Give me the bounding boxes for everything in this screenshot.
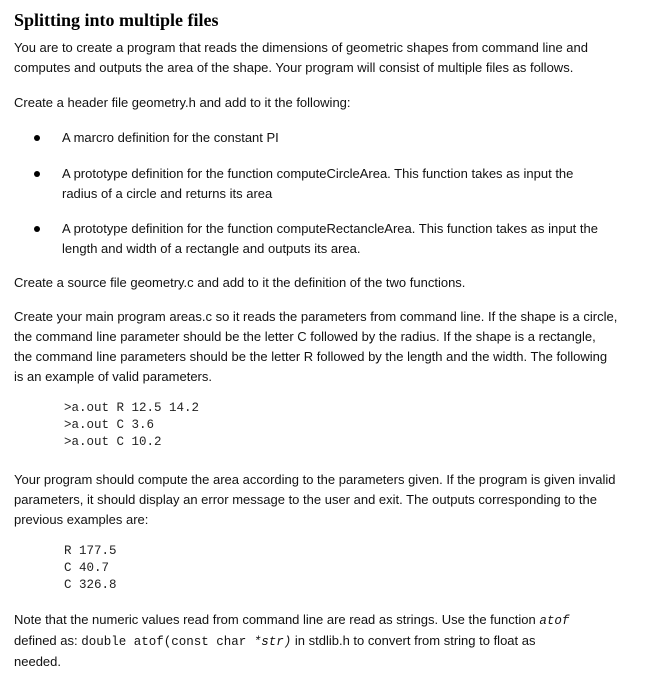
source-instruction: Create a source file geometry.c and add to it the definition of the two functions. [14, 275, 466, 290]
example-input-code [64, 400, 199, 451]
bullet-icon [34, 135, 40, 141]
example-output-code [64, 543, 117, 594]
bullet-line: A prototype definition for the function computeCircleArea. This function takes as input the [62, 166, 574, 181]
bullet-line: length and width of a rectangle and outputs its area. [62, 241, 361, 256]
bullet-icon [34, 171, 40, 177]
code-line: R 177.5 [64, 544, 117, 558]
list-item [28, 164, 628, 204]
bullet-line: radius of a circle and returns its area [62, 186, 273, 201]
code-line: >a.out C 10.2 [64, 435, 162, 449]
main-instruction-line: the command line parameters should be the letter R followed by the length and the width. The following [14, 349, 608, 364]
bullet-icon [34, 226, 40, 232]
page-title: Splitting into multiple files [14, 10, 219, 30]
bullet-line: A marcro definition for the constant PI [62, 130, 279, 145]
main-instruction-line: Create your main program areas.c so it reads the parameters from command line. If the shape is a circle, [14, 309, 618, 324]
note-text: Note that the numeric values read from command line are read as strings. Use the function [14, 612, 540, 627]
note-text: in stdlib.h to convert from string to float as [291, 633, 536, 648]
intro-paragraph [14, 38, 638, 78]
note-code-atof: atof [539, 614, 570, 628]
main-instruction-paragraph [14, 307, 638, 387]
compute-instruction-line: Your program should compute the area according to the parameters given. If the program is given invalid [14, 472, 616, 487]
intro-line-1: You are to create a program that reads the dimensions of geometric shapes from command line and [14, 40, 588, 55]
bullet-line: A prototype definition for the function computeRectancleArea. This function takes as input the [62, 221, 598, 236]
code-line: C 40.7 [64, 561, 110, 575]
note-paragraph [14, 610, 638, 672]
header-requirements-list-2 [28, 164, 628, 204]
note-text: defined as: [14, 633, 82, 648]
note-code-param: *str) [253, 635, 292, 649]
compute-instruction-line: parameters, it should display an error message to the user and exit. The outputs corresponding to the [14, 492, 597, 507]
note-line-2 [14, 631, 638, 652]
code-line: >a.out C 3.6 [64, 418, 155, 432]
intro-line-2: computes and outputs the area of the shape. Your program will consist of multiple files as follows. [14, 60, 574, 75]
main-instruction-line: is an example of valid parameters. [14, 369, 212, 384]
header-instruction: Create a header file geometry.h and add to it the following: [14, 95, 351, 110]
list-item [28, 219, 628, 259]
main-instruction-line: the command line parameter should be the letter C followed by the radius. If the shape is a rectangle, [14, 329, 596, 344]
note-code-signature: double atof(const char [81, 635, 254, 649]
note-line-3: needed. [14, 654, 61, 669]
compute-instruction-paragraph [14, 470, 638, 530]
code-line: >a.out R 12.5 14.2 [64, 401, 200, 415]
note-line-1 [14, 610, 638, 631]
code-line: C 326.8 [64, 578, 117, 592]
compute-instruction-line: previous examples are: [14, 512, 149, 527]
header-requirements-list-3 [28, 219, 628, 259]
header-requirements-list [28, 128, 628, 148]
list-item [28, 128, 628, 148]
